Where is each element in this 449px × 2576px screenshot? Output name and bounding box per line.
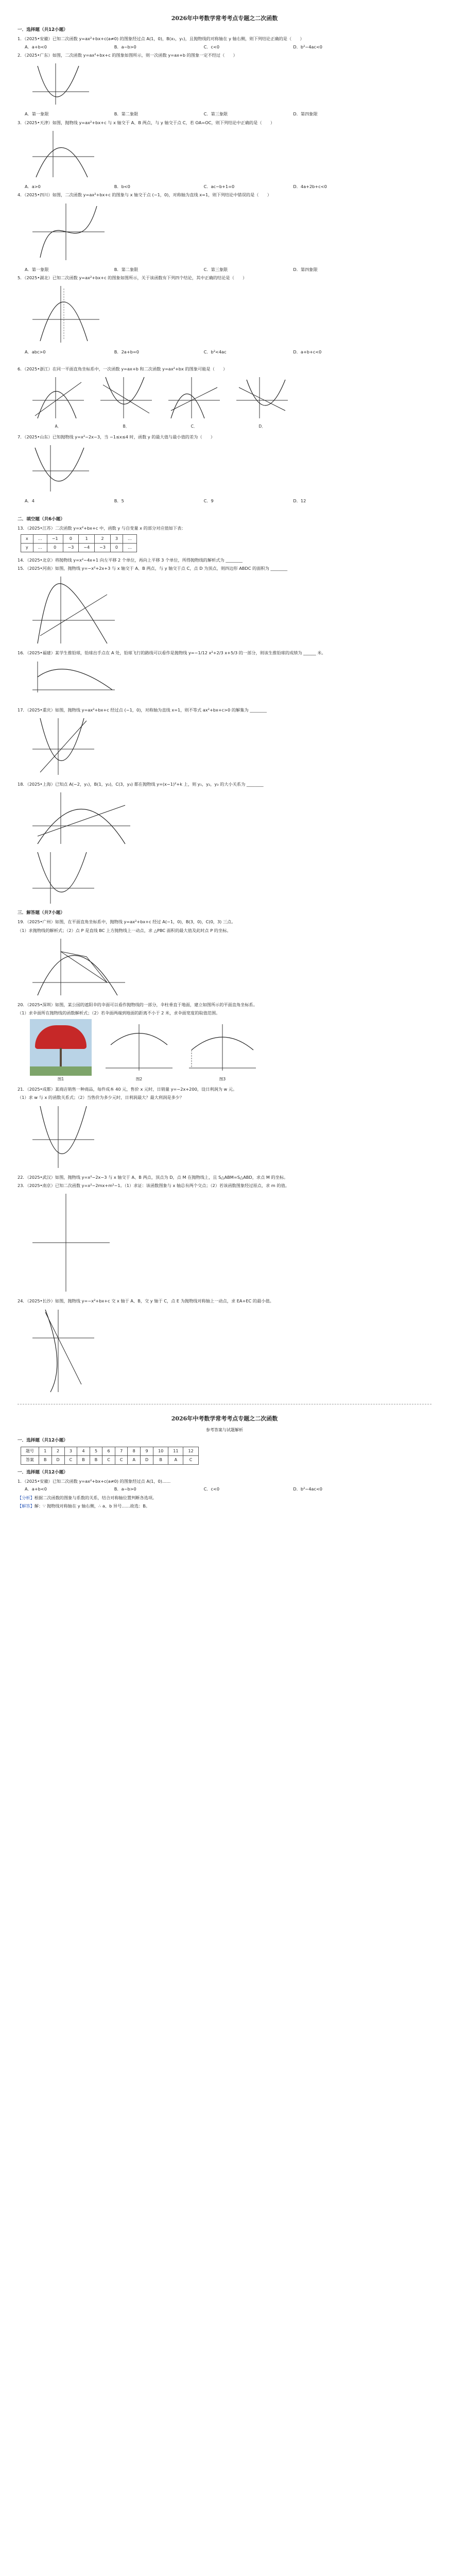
option-label: B．	[123, 424, 130, 429]
question-text: 3．（2025•天津）如图，抛物线 y=ax²+bx+c 与 x 轴交于 A、B 两点，与 y 轴交于点 C，若 OA=OC，则下列结论中正确的是（ ）	[18, 120, 275, 125]
question-text: （1）求抛物线的解析式；（2）点 P 是直线 BC 上方抛物线上一动点，求 △PBC 面积的最大值及此时点 P 的坐标。	[18, 927, 231, 933]
question-text: 14．（2025•北京）将抛物线 y=x²−4x+1 向左平移 2 个单位，再向上平移 3 个单位，所得抛物线的解析式为 ________	[18, 557, 243, 563]
question-options	[25, 266, 431, 273]
parabola-figure	[30, 283, 431, 345]
answer-subtitle: 参考答案与试题解析	[206, 1427, 243, 1432]
umbrella-photo	[30, 1019, 92, 1076]
question-text: 22．（2025•武汉）如图，抛物线 y=x²−2x−3 与 x 轴交于 A、B 两点，顶点为 D，点 M 在抛物线上，且 S△ABM=S△ABD，求点 M 的坐标。	[18, 1174, 288, 1180]
option: B．第二象限	[114, 111, 139, 117]
answer-question-text: 1．（2025•安徽）已知二次函数 y=ax²+bx+c(a≠0) 的图象经过点 A(1，0)……	[18, 1478, 171, 1484]
umbrella-figures	[30, 1019, 431, 1082]
option: C．第三象限	[203, 266, 228, 272]
option: D．12	[293, 498, 306, 503]
figure-caption: 图2	[135, 1076, 143, 1081]
parabola-figure	[30, 790, 431, 846]
question-text: 6．（2025•浙江）在同一平面直角坐标系中，一次函数 y=ax+b 和二次函数 y=ax²+bx 的图象可能是（ ）	[18, 366, 228, 371]
option: B．2a+b=0	[114, 349, 139, 355]
question-text: 19．（2025•广州）如图，在平面直角坐标系中，抛物线 y=ax²+bx+c 经过 A(−1，0)，B(3，0)，C(0，3) 三点。	[18, 919, 236, 925]
option: B．5	[114, 498, 124, 503]
option: A．a+b<0	[25, 1486, 47, 1492]
question-text: 21．（2025•成都）某商店销售一种商品，每件成本 40 元，售价 x 元时，日销量 y=−2x+200，设日利润为 w 元。	[18, 1086, 237, 1092]
section-title-fill: 二．填空题（共6小题）	[18, 517, 65, 522]
option: B．a−b>0	[114, 44, 136, 49]
question-options	[25, 110, 431, 117]
coordinate-grid-figure	[30, 1191, 431, 1294]
figure-caption: 图1	[57, 1076, 64, 1081]
answer-section-title: 一．选择题（共12小题）	[18, 1437, 68, 1443]
answer-table: 题号 1 2 3 4 5 6 7 8 9 10 11 12 答案 B D C B B C C A D B A C	[21, 1447, 199, 1465]
option: B．a−b>0	[114, 1486, 136, 1492]
option: D．第四象限	[293, 266, 318, 272]
question-options	[25, 348, 431, 355]
question-text: 15．（2025•河南）如图，抛物线 y=−x²+2x+3 与 x 轴交于 A、B 两点，与 y 轴交于点 C，点 D 为顶点，则四边形 ABDC 的面积为 ________	[18, 565, 288, 571]
option-a-graph	[30, 375, 87, 421]
question-options	[25, 43, 431, 50]
figure-caption: 图3	[219, 1076, 226, 1081]
answer-options	[25, 1485, 431, 1493]
option: A．4	[25, 498, 34, 503]
option-label: D．	[258, 424, 266, 429]
question-text: 18．（2025•上海）已知点 A(−2，y₁)，B(1，y₂)，C(3，y₃) 都在抛物线 y=(x−1)²+k 上，则 y₁，y₂，y₃ 的大小关系为 ________	[18, 781, 264, 787]
option: A．第一象限	[25, 111, 49, 117]
question-text: （1）求伞面所在抛物线的函数解析式；（2）若伞面两端到地面的距离不小于 2 米，求伞面宽度的取值范围。	[18, 1010, 220, 1016]
option: D．4a+2b+c<0	[293, 184, 327, 189]
option: D．b²−4ac<0	[293, 44, 323, 49]
option: C．第三象限	[203, 111, 228, 117]
parabola-figure	[30, 61, 431, 107]
umbrella-diagram	[186, 1022, 258, 1073]
option-d-graph	[234, 375, 290, 421]
option: D．第四象限	[293, 111, 318, 117]
option: C．b²<4ac	[203, 349, 227, 355]
option: C．c<0	[203, 44, 220, 49]
option: A．a+b<0	[25, 44, 47, 49]
shot-put-figure	[30, 659, 431, 695]
parabola-figure	[30, 716, 431, 777]
section-title-solve: 三．解答题（共7小题）	[18, 910, 65, 916]
geometry-figure	[30, 936, 431, 998]
option: A．a>0	[25, 184, 41, 189]
option-label: A．	[55, 424, 62, 429]
question-text: 24．（2025•长沙）如图，抛物线 y=−x²+bx+c 交 x 轴于 A、B，交 y 轴于 C，点 E 为抛物线对称轴上一动点，求 EA+EC 的最小值。	[18, 1298, 274, 1304]
parabola-figure	[30, 128, 431, 180]
question-options	[25, 497, 431, 504]
option: C．9	[203, 498, 214, 503]
analysis-text: 【分析】根据二次函数的图象与系数的关系，结合对称轴位置判断各选项。	[18, 1495, 157, 1500]
question-text: 2．（2025•广东）如图，二次函数 y=ax²+bx+c 的图象如图所示，则一次函数 y=ax+b 的图象一定不经过（ ）	[18, 52, 237, 58]
parabola-figure	[30, 443, 431, 494]
answer-section-title: 一．选择题（共12小题）	[18, 1469, 68, 1475]
parabola-figure	[30, 850, 431, 906]
question-text: 20．（2025•深圳）如图，某公园的遮阳伞的伞面可以看作抛物线的一部分，伞柱垂直于地面，建立如图所示的平面直角坐标系。	[18, 1002, 257, 1008]
parabola-figure	[30, 574, 431, 646]
question-text: 7．（2025•山东）已知抛物线 y=x²−2x−3，当 −1≤x≤4 时，函数 y 的最大值与最小值的差为（ ）	[18, 434, 215, 439]
section-title-choice: 一．选择题（共12小题）	[18, 27, 68, 33]
question-text: 4．（2025•四川）如图，二次函数 y=ax²+bx+c 的图象与 x 轴交于点 (−1，0)，对称轴为直线 x=1，则下列结论中错误的是（ ）	[18, 192, 272, 198]
option: C．ac−b+1=0	[203, 184, 235, 189]
option-b-graph	[98, 375, 154, 421]
umbrella-diagram	[103, 1022, 175, 1073]
option: A．第一象限	[25, 266, 49, 272]
question-text: 13．（2025•江苏）二次函数 y=x²+bx+c 中，函数 y 与自变量 x 的部分对应值如下表：	[18, 526, 186, 531]
question-text: 23．（2025•南京）已知二次函数 y=x²−2mx+m²−1。（1）求证：该函数图象与 x 轴总有两个交点；（2）若该函数图象经过原点，求 m 的值。	[18, 1182, 289, 1188]
option: B．第二象限	[114, 266, 139, 272]
option-c-graph	[166, 375, 222, 421]
option: A．abc>0	[25, 349, 46, 355]
parabola-figure	[30, 1104, 431, 1171]
answer-title: 2026年中考数学常考考点专题之二次函数	[171, 1415, 278, 1422]
option: D．b²−4ac<0	[293, 1486, 323, 1492]
question-text: 1．（2025•安徽）已知二次函数 y=ax²+bx+c(a≠0) 的图象经过点 A(1，0)，B(x₁，y₁)，且抛物线的对称轴在 y 轴右侧，则下列结论正确的是（ ）	[18, 36, 304, 42]
question-text: 17．（2025•重庆）如图，抛物线 y=ax²+bx+c 经过点 (−1，0)，对称轴为直线 x=1，则不等式 ax²+bx+c>0 的解集为 ________	[18, 707, 267, 713]
option: C．c<0	[203, 1486, 220, 1492]
cubic-curve-figure	[30, 201, 431, 263]
value-table: x … −1 0 1 2 3 … y … 0 −3 −4 −3 0 …	[21, 534, 137, 552]
question-text: 5．（2025•湖北）已知二次函数 y=ax²+bx+c 的图象如图所示，关于该函数有下列四个结论，其中正确的结论是（ ）	[18, 275, 247, 281]
solution-text: 【解答】解：∵ 抛物线对称轴在 y 轴右侧，∴ a、b 异号……故选：B。	[18, 1503, 150, 1509]
question-text: （1）求 w 与 x 的函数关系式；（2）当售价为多少元时，日利润最大？最大利润是多少？	[18, 1095, 184, 1100]
page-title: 2026年中考数学常考考点专题之二次函数	[171, 15, 278, 22]
option-figures	[30, 375, 431, 430]
question-text: 16．（2025•福建）某学生推铅球，铅球出手点在 A 处，铅球飞行的路线可以看作是抛物线 y=−1/12 x²+2/3 x+5/3 的一部分，则该生推铅球的成绩为 ______ 米。	[18, 650, 326, 656]
option-label: C．	[191, 424, 198, 429]
parabola-figure	[30, 1307, 431, 1395]
question-options	[25, 183, 431, 190]
option: D．a+b+c<0	[293, 349, 322, 355]
option: B．b<0	[114, 184, 130, 189]
